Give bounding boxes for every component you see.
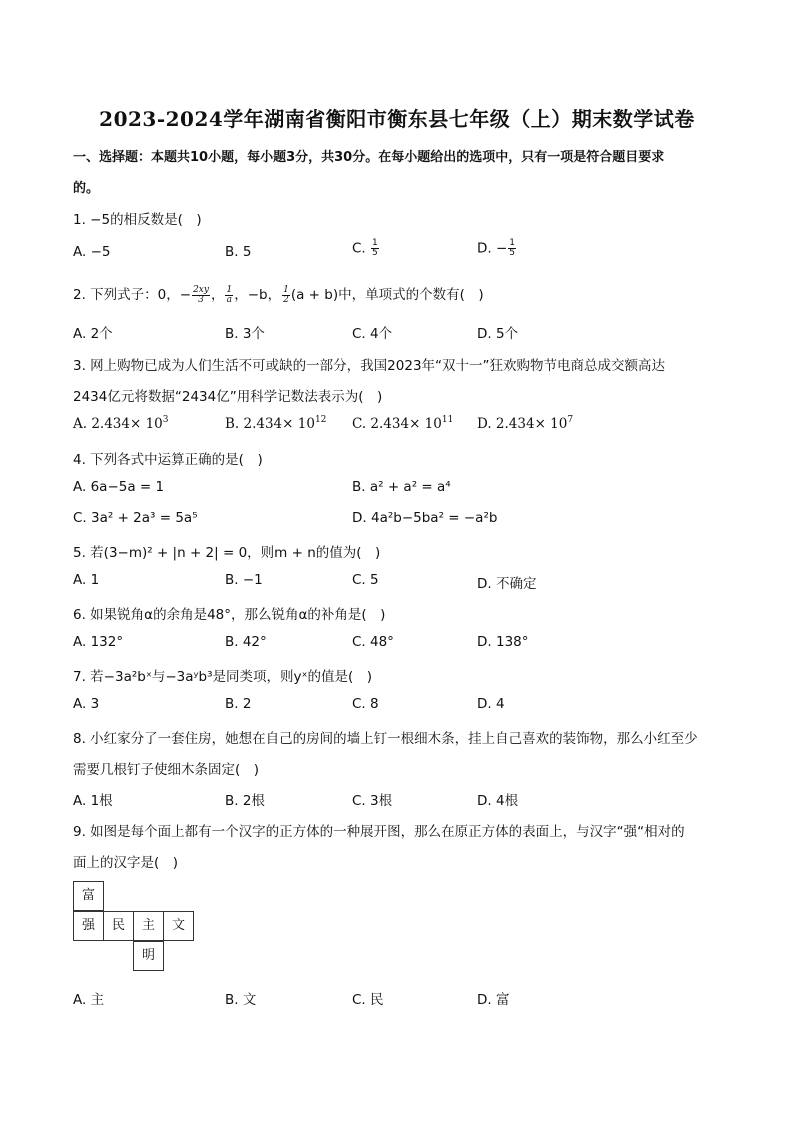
q9-option-c: C. 民: [352, 992, 384, 1008]
q2-stem-mid: ，−b，: [234, 287, 282, 303]
q4-option-d: D. 4a²b−5ba² = −a²b: [352, 510, 498, 526]
q2-option-b: B. 3个: [225, 326, 265, 342]
q3-option-a: [73, 416, 169, 432]
q2-option-a: A. 2个: [73, 326, 113, 342]
section-header-line2: 的。: [73, 181, 100, 196]
q6-option-b: B. 42°: [225, 634, 267, 650]
q6-stem: 6. 如果锐角α的余角是48°，那么锐角α的补角是( ): [73, 607, 386, 623]
q1-option-d-label: D. −: [477, 240, 508, 257]
q1-option-b: B. 5: [225, 244, 252, 260]
net-cell-row-4: 文: [163, 911, 194, 941]
fraction-numerator: 1: [226, 284, 233, 295]
q5-option-a: A. 1: [73, 572, 100, 588]
q7-option-b: B. 2: [225, 696, 252, 712]
q1-option-d-fraction: [508, 239, 516, 258]
q6-option-c: C. 48°: [352, 634, 394, 650]
fraction-denominator: 5: [509, 248, 516, 258]
option-exponent: 3: [162, 415, 169, 425]
q1-option-c-label: C.: [352, 240, 371, 257]
fraction-numerator: 2xy: [193, 284, 209, 295]
q5-option-b: B. −1: [225, 572, 263, 588]
q9-option-d: D. 富: [477, 992, 510, 1008]
net-cell-bottom: 明: [133, 941, 164, 971]
fraction-denominator: 2: [283, 294, 289, 305]
q8-stem-line1: 8. 小红家分了一套住房，她想在自己的房间的墙上钉一根细木条，挂上自己喜欢的装饰物，那么小红至少: [73, 731, 698, 747]
q6-option-a: A. 132°: [73, 634, 124, 650]
q4-option-c: C. 3a² + 2a³ = 5a⁵: [73, 510, 198, 526]
q1-option-c-fraction: [371, 239, 379, 258]
fraction-denominator: 5: [372, 248, 378, 258]
q8-option-a: A. 1根: [73, 793, 113, 809]
q6-option-d: D. 138°: [477, 634, 529, 650]
option-base: D. 2.434× 10: [477, 416, 568, 432]
fraction-numerator: 1: [283, 284, 289, 295]
q3-option-d: [477, 416, 573, 432]
fraction-denominator: a: [226, 294, 233, 305]
cube-net-figure: [73, 881, 195, 973]
section-header-line1: 一、选择题：本题共10小题，每小题3分，共30分。在每小题给出的选项中，只有一项是符合题目要求: [73, 150, 665, 165]
q7-stem: 7. 若−3a²bˣ与−3aʸb³是同类项，则yˣ的值是( ): [73, 669, 373, 685]
q5-option-c: C. 5: [352, 572, 379, 588]
q3-option-c: [352, 416, 453, 432]
q8-option-d: D. 4根: [477, 793, 519, 809]
q2-stem-tail: (a + b)中，单项式的个数有( ): [290, 287, 484, 303]
option-base: A. 2.434× 10: [73, 416, 163, 432]
q7-option-c: C. 8: [352, 696, 379, 712]
net-cell-top: 富: [73, 881, 104, 911]
q2-fraction-2: [225, 286, 233, 305]
option-base: C. 2.434× 10: [352, 416, 442, 432]
q1-option-a: A. −5: [73, 244, 111, 260]
option-exponent: 11: [441, 415, 454, 425]
q1-option-c: [352, 239, 380, 258]
net-cell-row-2: 民: [103, 911, 134, 941]
q8-option-c: C. 3根: [352, 793, 393, 809]
q8-stem-line2: 需要几根钉子使细木条固定( ): [73, 762, 260, 778]
q3-option-b: [225, 416, 326, 432]
q9-option-a: A. 主: [73, 992, 105, 1008]
net-cell-row-3: 主: [133, 911, 164, 941]
q3-stem-line1: 3. 网上购物已成为人们生活不可或缺的一部分，我国2023年“双十一”狂欢购物节电商总成交额高达: [73, 358, 666, 374]
q9-stem-line1: 9. 如图是每个面上都有一个汉字的正方体的一种展开图，那么在原正方体的表面上，与汉字“强“相对的: [73, 824, 685, 840]
q5-option-d: D. 不确定: [477, 576, 537, 592]
option-exponent: 12: [314, 415, 327, 425]
q7-option-a: A. 3: [73, 696, 100, 712]
q4-stem: 4. 下列各式中运算正确的是( ): [73, 452, 263, 468]
q9-option-b: B. 文: [225, 992, 257, 1008]
q8-option-b: B. 2根: [225, 793, 265, 809]
q7-option-d: D. 4: [477, 696, 505, 712]
fraction-numerator: 1: [372, 238, 378, 248]
exam-title: 2023-2024学年湖南省衡阳市衡东县七年级（上）期末数学试卷: [99, 107, 695, 131]
q2-option-c: C. 4个: [352, 326, 393, 342]
q2-fraction-1: [192, 286, 210, 305]
q2-stem: [73, 283, 484, 305]
q3-stem-line2: 2434亿元将数据“2434亿”用科学记数法表示为( ): [73, 389, 383, 405]
q4-option-a: A. 6a−5a = 1: [73, 479, 165, 495]
q1-stem: 1. −5的相反数是( ): [73, 212, 202, 228]
q2-option-d: D. 5个: [477, 326, 519, 342]
q2-stem-prefix: 2. 下列式子：0，−: [73, 287, 192, 303]
option-base: B. 2.434× 10: [225, 416, 315, 432]
net-cell-row-1: 强: [73, 911, 104, 941]
option-exponent: 7: [567, 415, 574, 425]
q1-option-d: [477, 239, 517, 258]
fraction-numerator: 1: [509, 238, 516, 248]
q2-fraction-3: [282, 286, 290, 305]
fraction-denominator: 3: [198, 294, 204, 305]
q2-separator: ，: [210, 287, 225, 303]
q4-option-b: B. a² + a² = a⁴: [352, 479, 451, 495]
q9-stem-line2: 面上的汉字是( ): [73, 855, 179, 871]
q5-stem: 5. 若(3−m)² + |n + 2| = 0，则m + n的值为( ): [73, 545, 381, 561]
